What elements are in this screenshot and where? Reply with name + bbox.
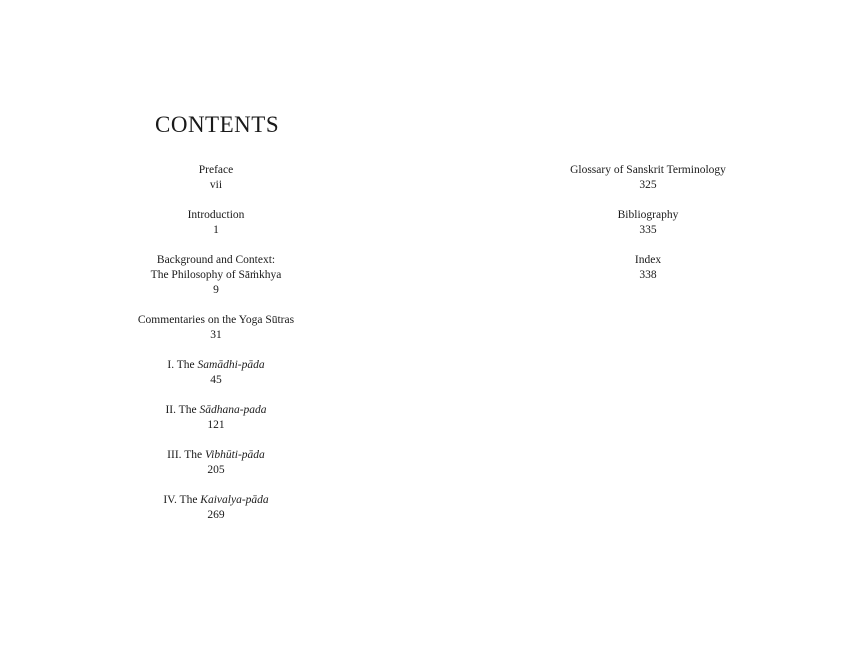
- toc-entry-prefix: II. The: [165, 404, 200, 416]
- toc-entry-page: 121: [207, 419, 225, 431]
- toc-entry-title: Index: [634, 254, 662, 266]
- toc-entry-prefix: I. The: [167, 359, 198, 371]
- toc-right-column: [528, 163, 768, 298]
- toc-entry-preface: [96, 163, 336, 193]
- toc-entry-background: [96, 253, 336, 298]
- toc-entry-title: Preface: [198, 164, 234, 176]
- toc-entry-vibhuti-pada: [96, 448, 336, 478]
- toc-entry-title: Bibliography: [617, 209, 679, 221]
- toc-entry-title: Commentaries on the Yoga Sūtras: [137, 314, 295, 326]
- toc-entry-page: 205: [207, 464, 225, 476]
- toc-left-column: [96, 163, 336, 538]
- toc-entry-page: 338: [639, 269, 657, 281]
- toc-entry-index: [528, 253, 768, 283]
- toc-entry-page: 269: [207, 509, 225, 521]
- toc-entry-samadhi-pada: [96, 358, 336, 388]
- toc-entry-italic-title: Sādhana-pada: [199, 404, 267, 416]
- toc-entry-italic-title: Kaivalya-pāda: [200, 494, 269, 506]
- toc-entry-title: [96, 358, 336, 373]
- toc-entry-italic-title: Vibhūti-pāda: [204, 449, 265, 461]
- toc-entry-page: 31: [210, 329, 222, 341]
- toc-entry-introduction: [96, 208, 336, 238]
- toc-entry-sadhana-pada: [96, 403, 336, 433]
- toc-entry-title: [96, 403, 336, 418]
- toc-entry-title: [96, 448, 336, 463]
- toc-entry-bibliography: [528, 208, 768, 238]
- toc-entry-italic-title: Samādhi-pāda: [197, 359, 265, 371]
- toc-entry-title: Background and Context:: [156, 254, 276, 266]
- toc-entry-page: 45: [210, 374, 222, 386]
- page-title: CONTENTS: [155, 112, 280, 137]
- toc-entry-title: Introduction: [187, 209, 245, 221]
- toc-entry-commentaries: [96, 313, 336, 343]
- toc-entry-kaivalya-pada: [96, 493, 336, 523]
- toc-entry-page: 9: [213, 284, 219, 296]
- toc-entry-prefix: III. The: [167, 449, 205, 461]
- toc-entry-page: 1: [213, 224, 219, 236]
- toc-entry-subtitle: The Philosophy of Sāṁkhya: [150, 269, 282, 281]
- toc-entry-page: 335: [639, 224, 657, 236]
- toc-entry-page: 325: [639, 179, 657, 191]
- toc-entry-prefix: IV. The: [163, 494, 201, 506]
- toc-entry-title: [96, 493, 336, 508]
- toc-entry-glossary: [528, 163, 768, 193]
- toc-entry-title: Glossary of Sanskrit Terminology: [570, 164, 726, 176]
- toc-entry-page: vii: [209, 179, 223, 191]
